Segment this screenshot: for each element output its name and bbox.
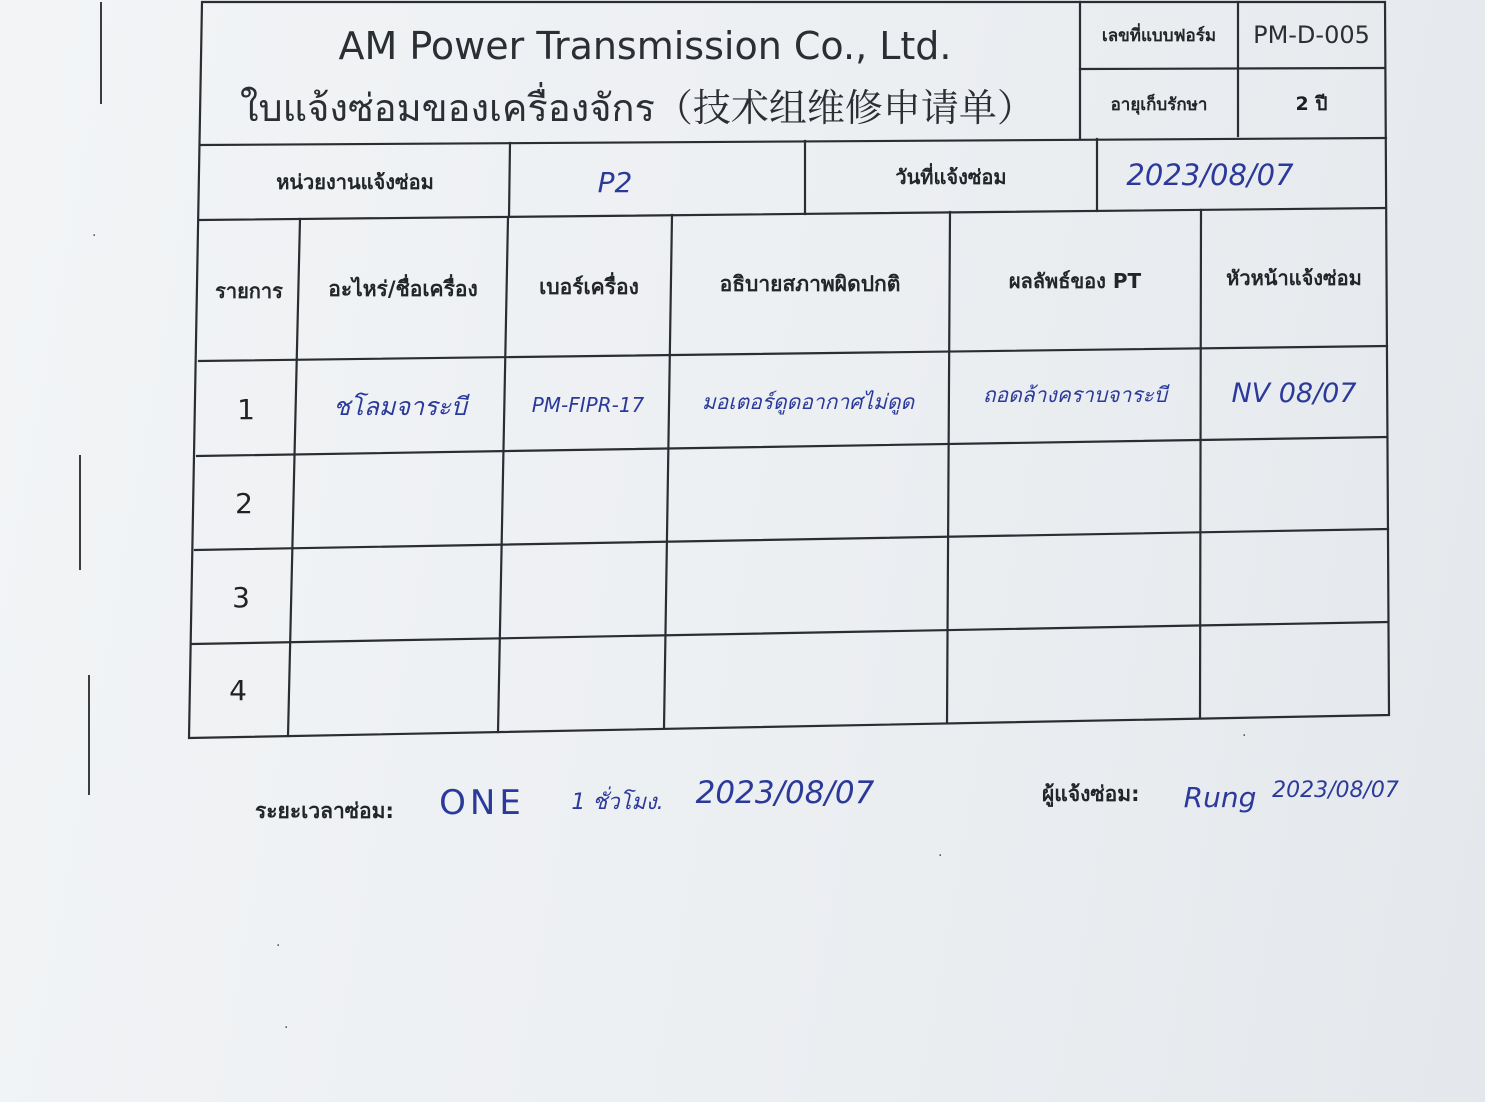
row-number: 2	[235, 486, 253, 520]
row-supervisor	[1201, 624, 1385, 710]
row-part-name	[295, 550, 495, 640]
row-pt-result: ถอดล้างคราบจาระบี	[982, 382, 1168, 407]
row-supervisor: NV 08/07	[1231, 377, 1357, 409]
paper-speck: ·	[1242, 728, 1247, 744]
reporter-name: Rung	[1183, 780, 1257, 814]
col-header-supervisor: หัวหน้าแจ้งซ่อม	[1226, 266, 1362, 290]
repair-date-value: 2023/08/07	[1126, 158, 1294, 192]
row-pt-result	[949, 536, 1199, 622]
row-description: มอเตอร์ดูดอากาศไม่ดูด	[701, 389, 915, 414]
row-number: 4	[229, 673, 247, 707]
row-machine-number	[502, 548, 662, 638]
row-part-name	[292, 644, 492, 732]
row-number: 3	[232, 580, 250, 614]
repair-date-label: วันที่แจ้งซ่อม	[895, 165, 1007, 189]
repair-duration-label: ระยะเวลาซ่อม:	[255, 798, 394, 823]
col-header-item: รายการ	[215, 279, 283, 303]
col-header-pt-result: ผลลัพธ์ของ PT	[1008, 269, 1142, 293]
company-name: AM Power Transmission Co., Ltd.	[338, 24, 952, 68]
col-header-part: อะไหร่/ชื่อเครื่อง	[328, 276, 478, 301]
paper-speck: ·	[92, 228, 97, 244]
form-title: ใบแจ้งซ่อมของเครื่องจักร（技术组维修申请单）	[240, 85, 1035, 130]
paper-speck: ·	[938, 848, 943, 864]
row-number: 1	[237, 392, 255, 426]
paper-speck: ·	[284, 1020, 289, 1036]
reporter-date: 2023/08/07	[1272, 777, 1399, 803]
form-number-value: PM-D-005	[1253, 21, 1370, 49]
row-machine-number	[505, 454, 665, 544]
row-part-name: ชโลมจาระบี	[333, 392, 467, 421]
retention-value: 2 ปี	[1295, 93, 1328, 115]
row-supervisor	[1202, 440, 1386, 526]
repair-duration-unit: 1 ชั่วโมง.	[571, 789, 664, 815]
col-header-description: อธิบายสภาพผิดปกติ	[719, 271, 901, 296]
reporter-label: ผู้แจ้งซ่อม:	[1042, 781, 1140, 806]
row-description	[668, 450, 944, 540]
repair-duration-date: 2023/08/07	[695, 775, 875, 811]
row-supervisor	[1202, 532, 1386, 618]
row-description	[666, 544, 942, 634]
form-number-label: เลขที่แบบฟอร์ม	[1101, 25, 1217, 46]
col-header-machine-no: เบอร์เครื่อง	[539, 274, 639, 299]
retention-label: อายุเก็บรักษา	[1110, 94, 1208, 115]
row-pt-result	[948, 628, 1198, 714]
repair-duration-value: ONE	[439, 783, 525, 823]
row-description	[665, 636, 943, 724]
row-pt-result	[950, 444, 1200, 530]
paper-speck: ·	[276, 938, 281, 954]
row-part-name	[298, 456, 498, 546]
repair-unit-value: P2	[597, 165, 633, 199]
row-machine-number: PM-FIPR-17	[531, 393, 645, 417]
row-machine-number	[500, 640, 660, 728]
repair-unit-label: หน่วยงานแจ้งซ่อม	[276, 170, 434, 194]
